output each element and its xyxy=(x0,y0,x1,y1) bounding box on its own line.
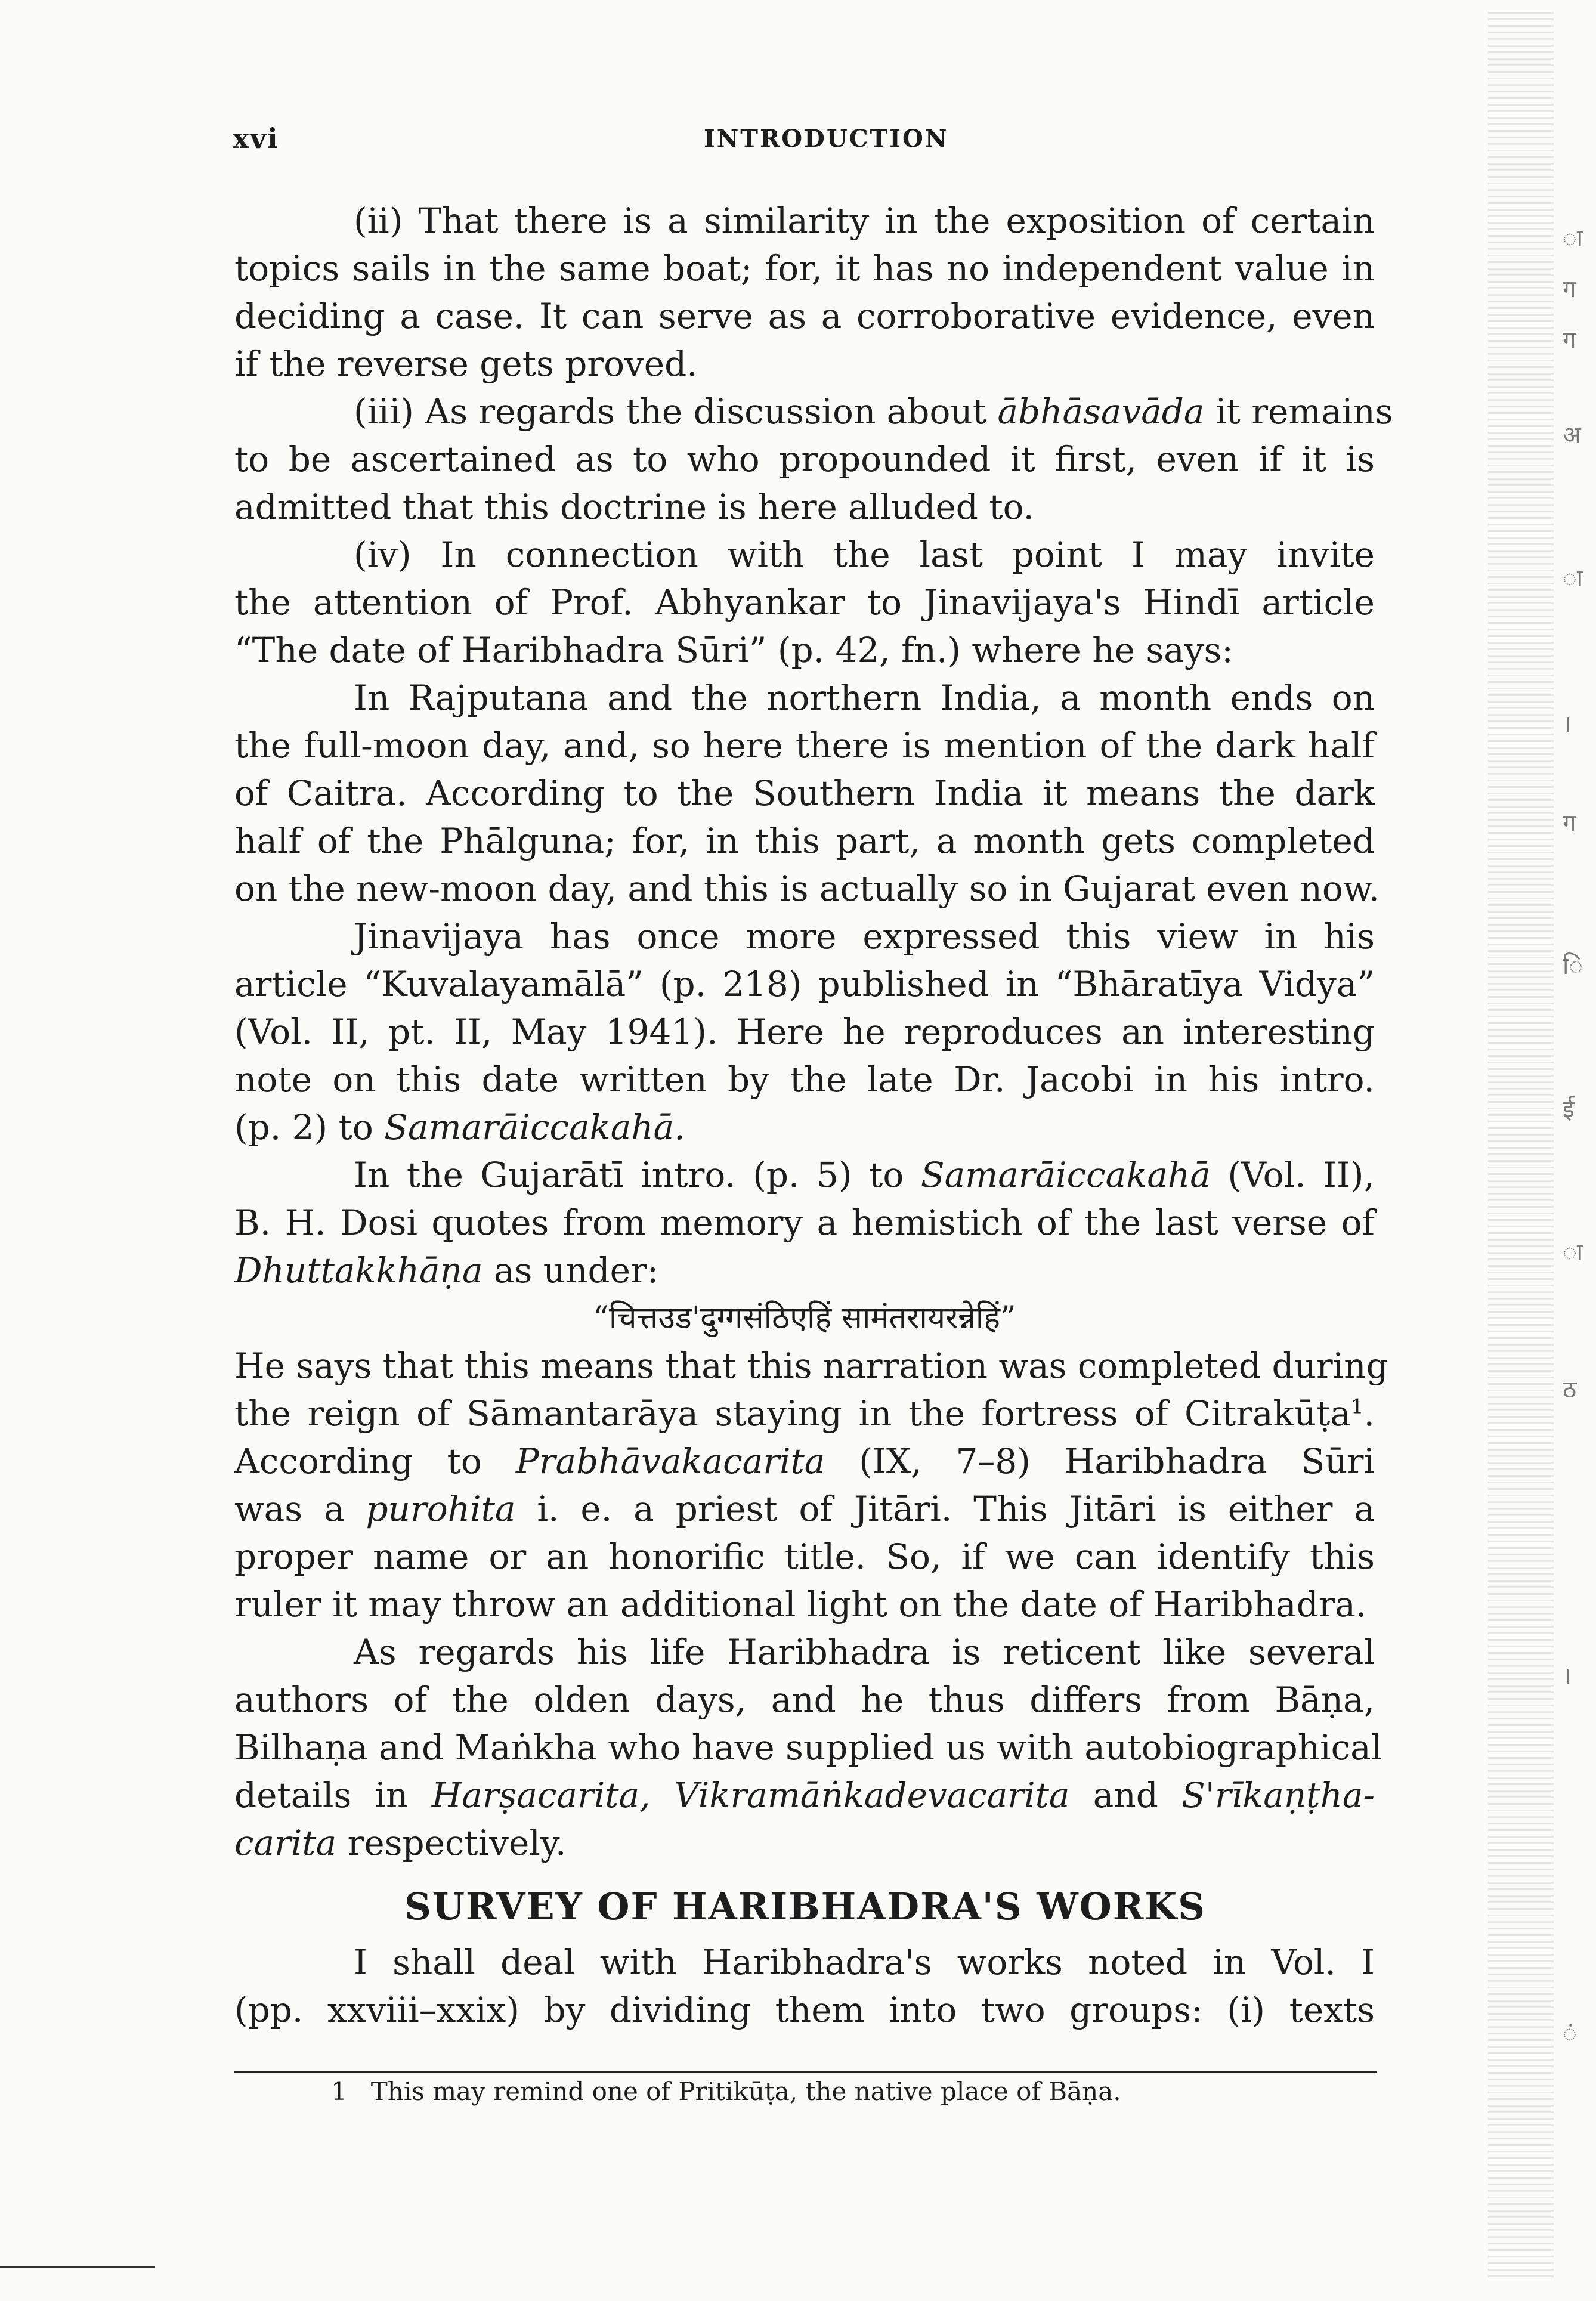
text-line: Bilhaṇa and Maṅkha who have supplied us with autobiographical xyxy=(234,1727,1382,1768)
text-line: (Vol. II, pt. II, May 1941). Here he reproduces an interesting xyxy=(234,1012,1375,1052)
bleed-glyph: ग xyxy=(1563,276,1576,303)
text-run: the reign of Sāmantarāya staying in the fortress of Citrakūṭa xyxy=(234,1393,1351,1434)
text-run: . xyxy=(1363,1393,1375,1434)
text-line: article “Kuvalayamālā” (p. 218) published in “Bhāratīya Vidya” xyxy=(234,964,1375,1004)
term-italic: purohita xyxy=(366,1489,516,1529)
text-run: as under: xyxy=(482,1250,659,1291)
bleed-glyph: । xyxy=(1563,711,1572,738)
text-run: (iii) As regards the discussion about xyxy=(354,391,998,432)
text-run: In the Gujarātī intro. (p. 5) to xyxy=(354,1155,921,1195)
page-number: xvi xyxy=(233,122,279,154)
bleed-glyph: ा xyxy=(1563,565,1583,592)
text-line: the attention of Prof. Abhyankar to Jinavijaya's Hindī article xyxy=(234,582,1375,623)
text-line xyxy=(234,1771,1375,1819)
footnote xyxy=(331,2077,1121,2106)
text-line xyxy=(234,1103,1375,1151)
text-line: half of the Phālguna; for, in this part, a month gets completed xyxy=(234,821,1375,861)
bleed-glyph: अ xyxy=(1563,422,1581,449)
bleed-glyph: ा xyxy=(1563,1239,1583,1266)
title-italic: S'rīkaṇṭha- xyxy=(1181,1775,1375,1816)
title-italic: carita xyxy=(234,1823,337,1863)
text-line xyxy=(234,1151,1375,1199)
sanskrit-verse: “चित्तउड'दुग्गसंठिएहिं सामंतरायरन्नेहिं” xyxy=(593,1300,1016,1336)
text-line: admitted that this doctrine is here alluded to. xyxy=(234,487,1034,527)
text-line: if the reverse gets proved. xyxy=(234,344,698,384)
text-line xyxy=(234,1437,1375,1485)
text-line: I shall deal with Haribhadra's works noted in Vol. I xyxy=(354,1942,1375,1983)
text-line: authors of the olden days, and he thus differs from Bāṇa, xyxy=(234,1680,1375,1720)
title-italic: Vikramāṅkadevacarita xyxy=(673,1775,1070,1816)
text-line: He says that this means that this narration was completed during xyxy=(234,1346,1388,1386)
text-run: was a xyxy=(234,1489,366,1529)
paragraph-jinavijaya xyxy=(234,913,1375,1151)
title-italic: Samarāiccakahā xyxy=(920,1155,1211,1195)
text-line: As regards his life Haribhadra is reticent like several xyxy=(354,1632,1375,1672)
text-line xyxy=(234,1390,1375,1437)
bleed-glyph: ग xyxy=(1563,809,1576,837)
text-line: proper name or an honorific title. So, if we can identify this xyxy=(234,1536,1375,1577)
text-line xyxy=(234,1485,1375,1533)
title-italic: Samarāiccakahā. xyxy=(384,1107,685,1148)
bleed-glyph: ई xyxy=(1563,1096,1575,1123)
text-line: (ii) That there is a similarity in the exposition of certain xyxy=(354,200,1375,241)
scan-edge-rule xyxy=(0,2266,155,2268)
text-line xyxy=(234,1247,1375,1294)
bleed-glyph: ि xyxy=(1563,952,1583,980)
text-run: (IX, 7–8) Haribhadra Sūri xyxy=(825,1441,1375,1482)
text-run: (Vol. II), xyxy=(1210,1155,1375,1195)
term-italic: ābhāsavāda xyxy=(997,391,1205,432)
text-run: details in xyxy=(234,1775,432,1816)
title-italic: Harṣacarita, xyxy=(431,1775,651,1816)
page-header xyxy=(233,122,1378,164)
text-line: on the new-moon day, and this is actually so in Gujarat even now. xyxy=(234,868,1380,909)
text-line: topics sails in the same boat; for, it has no independent value in xyxy=(234,248,1375,289)
paragraph-survey xyxy=(234,1938,1375,2034)
paragraph-gujarati xyxy=(234,1151,1375,1342)
footnote-ref: 1 xyxy=(1350,1394,1364,1419)
text-line: note on this date written by the late Dr. Jacobi in his intro. xyxy=(234,1059,1375,1100)
section-heading: SURVEY OF HARIBHADRA'S WORKS xyxy=(404,1885,1206,1928)
text-line: B. H. Dosi quotes from memory a hemistich of the last verse of xyxy=(234,1202,1375,1243)
bleed-glyph: ा xyxy=(1563,225,1583,252)
text-run: it remains xyxy=(1204,391,1393,432)
footnote-mark: 1 xyxy=(331,2077,347,2106)
text-line: deciding a case. It can serve as a corroborative evidence, even xyxy=(234,296,1375,336)
text-run: (p. 2) to xyxy=(234,1107,385,1148)
bleed-glyph: । xyxy=(1563,1662,1572,1690)
quotation xyxy=(234,674,1380,913)
paragraph-iv xyxy=(234,531,1375,674)
title-italic: Dhuttakkhāṇa xyxy=(234,1250,483,1291)
text-line: Jinavijaya has once more expressed this view in his xyxy=(354,916,1375,957)
scanner-edge xyxy=(1488,12,1554,2278)
paragraph-iii xyxy=(234,388,1393,531)
text-line: to be ascertained as to who propounded it first, even if it is xyxy=(234,439,1375,480)
text-line: of Caitra. According to the Southern India it means the dark xyxy=(234,773,1375,814)
title-italic: Prabhāvakacarita xyxy=(515,1441,825,1482)
text-run: and xyxy=(1069,1775,1182,1816)
running-head: INTRODUCTION xyxy=(704,125,949,153)
text-line: ruler it may throw an additional light on the date of Haribhadra. xyxy=(234,1584,1367,1625)
text-line: (pp. xxviii–xxix) by dividing them into two groups: (i) texts xyxy=(234,1990,1375,2030)
text-line: “The date of Haribhadra Sūri” (p. 42, fn.) where he says: xyxy=(234,630,1233,670)
text-line: the full-moon day, and, so here there is mention of the dark half xyxy=(234,725,1375,766)
footnote-rule xyxy=(234,2071,1377,2073)
footnote-text: This may remind one of Pritikūṭa, the native place of Bāṇa. xyxy=(370,2077,1121,2106)
bleed-glyph: ठ xyxy=(1563,1376,1577,1403)
text-line xyxy=(234,1819,1375,1867)
text-line: (iv) In connection with the last point I may invite xyxy=(354,534,1375,575)
text-run: According to xyxy=(234,1441,516,1482)
text-run: respectively. xyxy=(336,1823,567,1863)
paragraph-ii xyxy=(234,197,1375,388)
bleed-glyph: ग xyxy=(1563,326,1576,354)
paragraph-he-says xyxy=(234,1342,1388,1628)
paragraph-as-regards xyxy=(234,1628,1382,1867)
text-line xyxy=(234,388,1393,435)
bleed-glyph: ं xyxy=(1563,2020,1577,2048)
text-line: In Rajputana and the northern India, a month ends on xyxy=(354,678,1375,718)
text-run: i. e. a priest of Jitāri. This Jitāri is either a xyxy=(515,1489,1375,1529)
